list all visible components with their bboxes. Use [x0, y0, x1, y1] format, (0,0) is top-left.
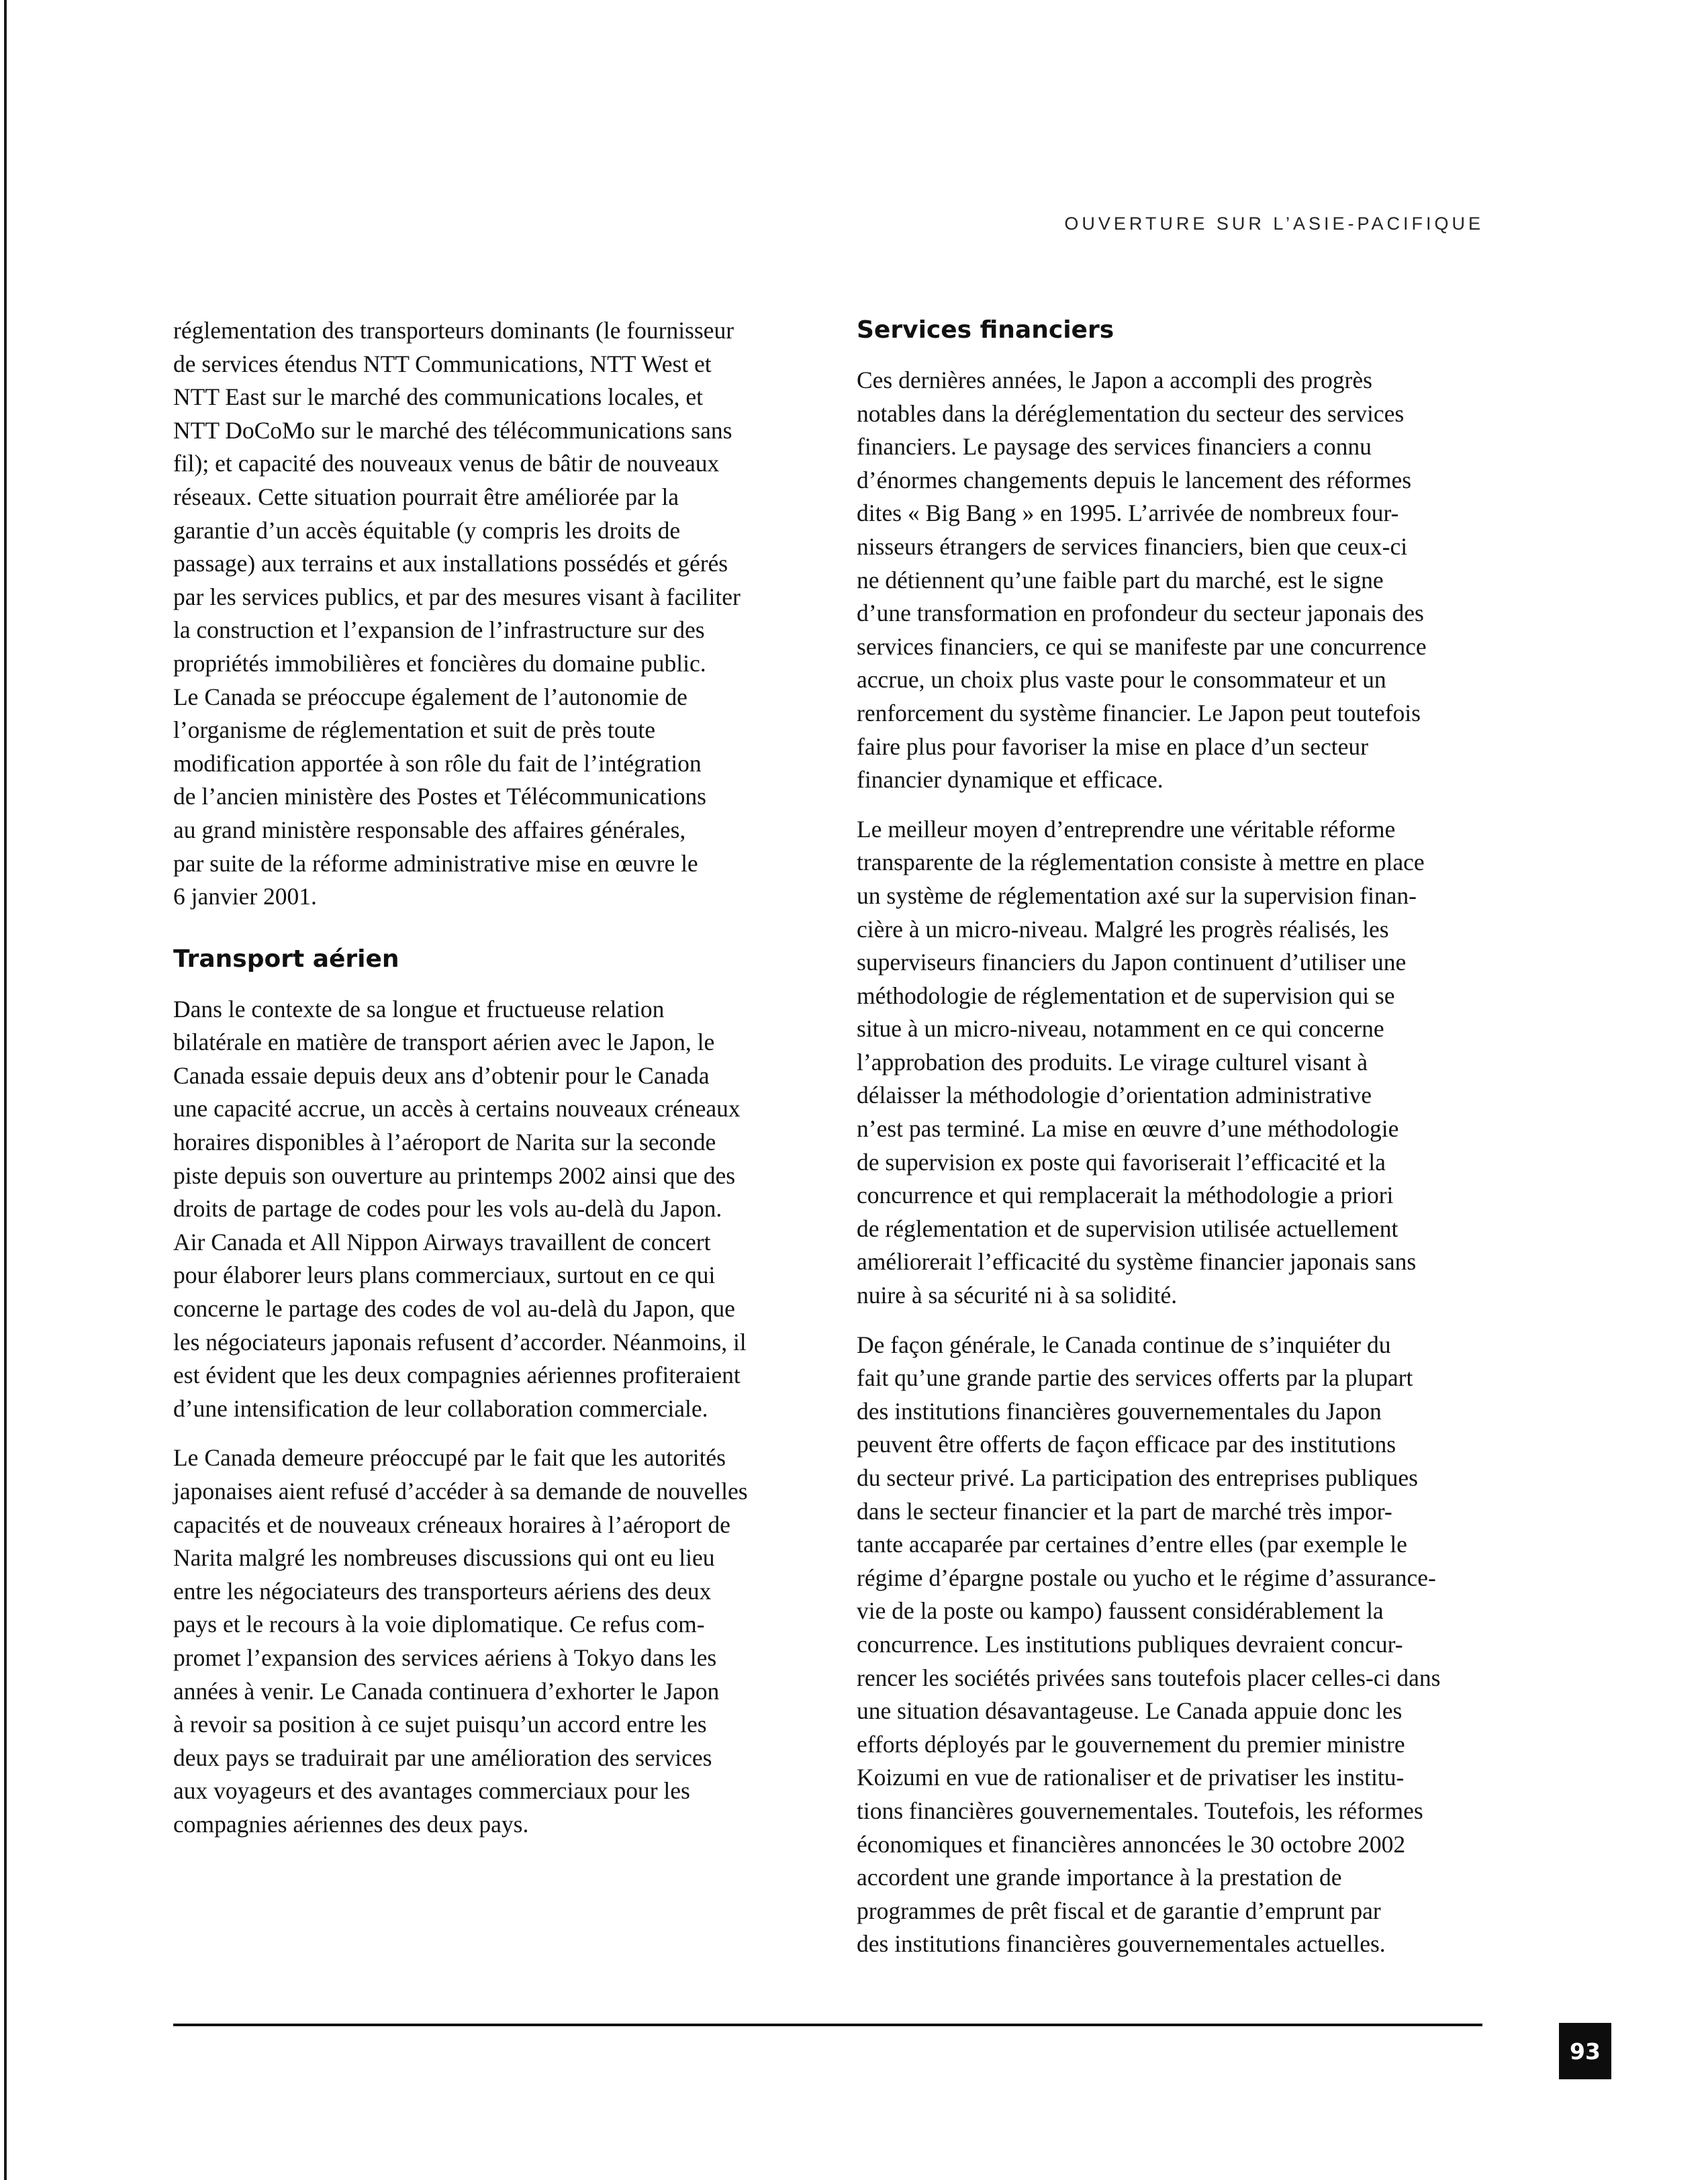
text-line: d’une intensification de leur collaboration commerciale.	[173, 1394, 708, 1422]
text-line: n’est pas terminé. La mise en œuvre d’une méthodologie	[857, 1115, 1399, 1143]
text-line: programmes de prêt fiscal et de garantie d’emprunt par	[857, 1897, 1381, 1924]
transport-paragraph-2	[173, 1441, 804, 1841]
right-column	[857, 314, 1488, 1977]
text-line: notables dans la déréglementation du secteur des services	[857, 399, 1405, 427]
text-line: un système de réglementation axé sur la supervision finan-	[857, 882, 1417, 909]
text-line: piste depuis son ouverture au printemps 2002 ainsi que des	[173, 1162, 736, 1189]
text-line: propriétés immobilières et foncières du domaine public.	[173, 649, 706, 677]
text-line: années à venir. Le Canada continuera d’exhorter le Japon	[173, 1677, 720, 1705]
text-line: vie de la poste ou kampo) faussent considérablement la	[857, 1597, 1384, 1625]
text-line: Le Canada se préoccupe également de l’autonomie de	[173, 683, 687, 710]
text-line: l’approbation des produits. Le virage culturel visant à	[857, 1048, 1368, 1076]
text-line: la construction et l’expansion de l’infrastructure sur des	[173, 616, 705, 644]
text-line: une capacité accrue, un accès à certains nouveaux créneaux	[173, 1095, 741, 1123]
page-number: 93	[1559, 2023, 1611, 2079]
text-line: fil); et capacité des nouveaux venus de bâtir de nouveaux	[173, 450, 720, 477]
text-line: les négociateurs japonais refusent d’accorder. Néanmoins, il	[173, 1328, 747, 1356]
text-line: Dans le contexte de sa longue et fructueuse relation	[173, 995, 665, 1023]
finance-paragraph-3	[857, 1329, 1488, 1961]
footer-rule	[173, 2024, 1482, 2026]
text-line: ne détiennent qu’une faible part du marché, est le signe	[857, 566, 1384, 594]
finance-paragraph-2	[857, 813, 1488, 1313]
finance-paragraph-1	[857, 364, 1488, 797]
text-line: Air Canada et All Nippon Airways travaillent de concert	[173, 1228, 711, 1255]
text-line: efforts déployés par le gouvernement du premier ministre	[857, 1730, 1405, 1758]
text-line: tante accaparée par certaines d’entre elles (par exemple le	[857, 1531, 1407, 1558]
text-line: pays et le recours à la voie diplomatique. Ce refus com-	[173, 1611, 705, 1638]
text-line: 6 janvier 2001.	[173, 883, 317, 910]
text-line: des institutions financières gouvernementales actuelles.	[857, 1930, 1386, 1958]
text-line: modification apportée à son rôle du fait de l’intégration	[173, 749, 702, 777]
text-line: concerne le partage des codes de vol au-delà du Japon, que	[173, 1295, 735, 1323]
text-line: financiers. Le paysage des services financiers a connu	[857, 433, 1372, 461]
text-line: améliorerait l’efficacité du système financier japonais sans	[857, 1248, 1417, 1276]
text-line: méthodologie de réglementation et de supervision qui se	[857, 982, 1395, 1009]
text-line: de réglementation et de supervision utilisée actuellement	[857, 1215, 1398, 1242]
text-line: du secteur privé. La participation des entreprises publiques	[857, 1464, 1418, 1491]
intro-paragraph	[173, 314, 804, 914]
section-heading-transport-aerien: Transport aérien	[173, 945, 399, 973]
text-line: économiques et financières annoncées le 30 octobre 2002	[857, 1830, 1406, 1858]
text-line: Canada essaie depuis deux ans d’obtenir pour le Canada	[173, 1061, 710, 1089]
text-line: superviseurs financiers du Japon continuent d’utiliser une	[857, 949, 1407, 976]
text-line: nuire à sa sécurité ni à sa solidité.	[857, 1282, 1178, 1309]
text-line: des institutions financières gouvernementales du Japon	[857, 1397, 1382, 1425]
text-line: renforcement du système financier. Le Japon peut toutefois	[857, 699, 1421, 726]
text-line: de supervision ex poste qui favoriserait l’efficacité et la	[857, 1148, 1386, 1176]
text-line: à revoir sa position à ce sujet puisqu’un accord entre les	[173, 1711, 707, 1738]
text-line: aux voyageurs et des avantages commerciaux pour les	[173, 1777, 690, 1805]
running-header: OUVERTURE SUR L’ASIE-PACIFIQUE	[1064, 214, 1484, 234]
text-line: Le meilleur moyen d’entreprendre une véritable réforme	[857, 815, 1396, 843]
text-line: garantie d’un accès équitable (y compris les droits de	[173, 516, 681, 544]
text-line: Ces dernières années, le Japon a accompli des progrès	[857, 367, 1372, 393]
text-line: compagnies aériennes des deux pays.	[173, 1810, 529, 1838]
text-line: nisseurs étrangers de services financiers, bien que ceux-ci	[857, 532, 1408, 560]
text-line: Narita malgré les nombreuses discussions qui ont eu lieu	[173, 1544, 715, 1572]
text-line: régime d’épargne postale ou yucho et le régime d’assurance-	[857, 1564, 1436, 1591]
text-line: deux pays se traduirait par une amélioration des services	[173, 1744, 712, 1771]
text-line: concurrence. Les institutions publiques devraient concur-	[857, 1630, 1403, 1658]
text-line: transparente de la réglementation consiste à mettre en place	[857, 849, 1425, 876]
transport-paragraph-1	[173, 993, 804, 1426]
text-line: NTT East sur le marché des communications locales, et	[173, 383, 703, 411]
text-line: délaisser la méthodologie d’orientation administrative	[857, 1082, 1372, 1109]
text-line: rencer les sociétés privées sans toutefois placer celles-ci dans	[857, 1664, 1441, 1691]
text-line: peuvent être offerts de façon efficace par des institutions	[857, 1431, 1396, 1458]
text-line: capacités et de nouveaux créneaux horaires à l’aéroport de	[173, 1511, 730, 1538]
text-line: accordent une grande importance à la prestation de	[857, 1864, 1342, 1891]
text-line: entre les négociateurs des transporteurs aériens des deux	[173, 1577, 712, 1605]
text-line: Koizumi en vue de rationaliser et de privatiser les institu-	[857, 1764, 1405, 1791]
text-line: cière à un micro-niveau. Malgré les progrès réalisés, les	[857, 915, 1389, 943]
text-line: faire plus pour favoriser la mise en place d’un secteur	[857, 732, 1368, 760]
text-line: accrue, un choix plus vaste pour le consommateur et un	[857, 666, 1386, 694]
text-line: De façon générale, le Canada continue de s’inquiéter du	[857, 1331, 1391, 1358]
text-line: concurrence et qui remplacerait la méthodologie a priori	[857, 1182, 1394, 1209]
section-heading-services-financiers: Services financiers	[857, 316, 1114, 344]
text-line: fait qu’une grande partie des services offerts par la plupart	[857, 1364, 1413, 1392]
text-line: de services étendus NTT Communications, NTT West et	[173, 350, 712, 377]
left-column	[173, 314, 804, 1858]
text-line: par les services publics, et par des mesures visant à faciliter	[173, 583, 741, 610]
text-line: droits de partage de codes pour les vols au-delà du Japon.	[173, 1195, 722, 1223]
text-line: réseaux. Cette situation pourrait être améliorée par la	[173, 483, 679, 510]
text-line: est évident que les deux compagnies aériennes profiteraient	[173, 1362, 741, 1389]
text-line: d’énormes changements depuis le lancement des réformes	[857, 466, 1412, 493]
text-line: d’une transformation en profondeur du secteur japonais des	[857, 600, 1424, 627]
text-line: financier dynamique et efficace.	[857, 766, 1164, 794]
text-line: NTT DoCoMo sur le marché des télécommunications sans	[173, 416, 732, 444]
text-line: horaires disponibles à l’aéroport de Narita sur la seconde	[173, 1129, 716, 1156]
text-line: promet l’expansion des services aériens à Tokyo dans les	[173, 1644, 717, 1671]
text-line: au grand ministère responsable des affaires générales,	[173, 816, 686, 843]
text-line: réglementation des transporteurs dominants (le fournisseur	[173, 317, 734, 344]
binding-edge-rule	[4, 0, 7, 2180]
text-line: de l’ancien ministère des Postes et Télécommunications	[173, 783, 706, 810]
text-line: dans le secteur financier et la part de marché très impor-	[857, 1497, 1392, 1525]
text-line: japonaises aient refusé d’accéder à sa demande de nouvelles	[173, 1478, 748, 1505]
text-line: services financiers, ce qui se manifeste par une concurrence	[857, 632, 1427, 660]
text-line: tions financières gouvernementales. Toutefois, les réformes	[857, 1797, 1423, 1824]
text-line: par suite de la réforme administrative mise en œuvre le	[173, 849, 698, 877]
text-line: Le Canada demeure préoccupé par le fait que les autorités	[173, 1444, 726, 1472]
text-line: pour élaborer leurs plans commerciaux, surtout en ce qui	[173, 1262, 716, 1289]
text-line: dites « Big Bang » en 1995. L’arrivée de nombreux four-	[857, 500, 1399, 527]
text-line: situe à un micro-niveau, notamment en ce qui concerne	[857, 1015, 1384, 1043]
text-line: bilatérale en matière de transport aérien avec le Japon, le	[173, 1029, 715, 1056]
text-line: passage) aux terrains et aux installations possédés et gérés	[173, 550, 728, 577]
text-line: l’organisme de réglementation et suit de près toute	[173, 716, 656, 744]
text-line: une situation désavantageuse. Le Canada appuie donc les	[857, 1697, 1403, 1725]
